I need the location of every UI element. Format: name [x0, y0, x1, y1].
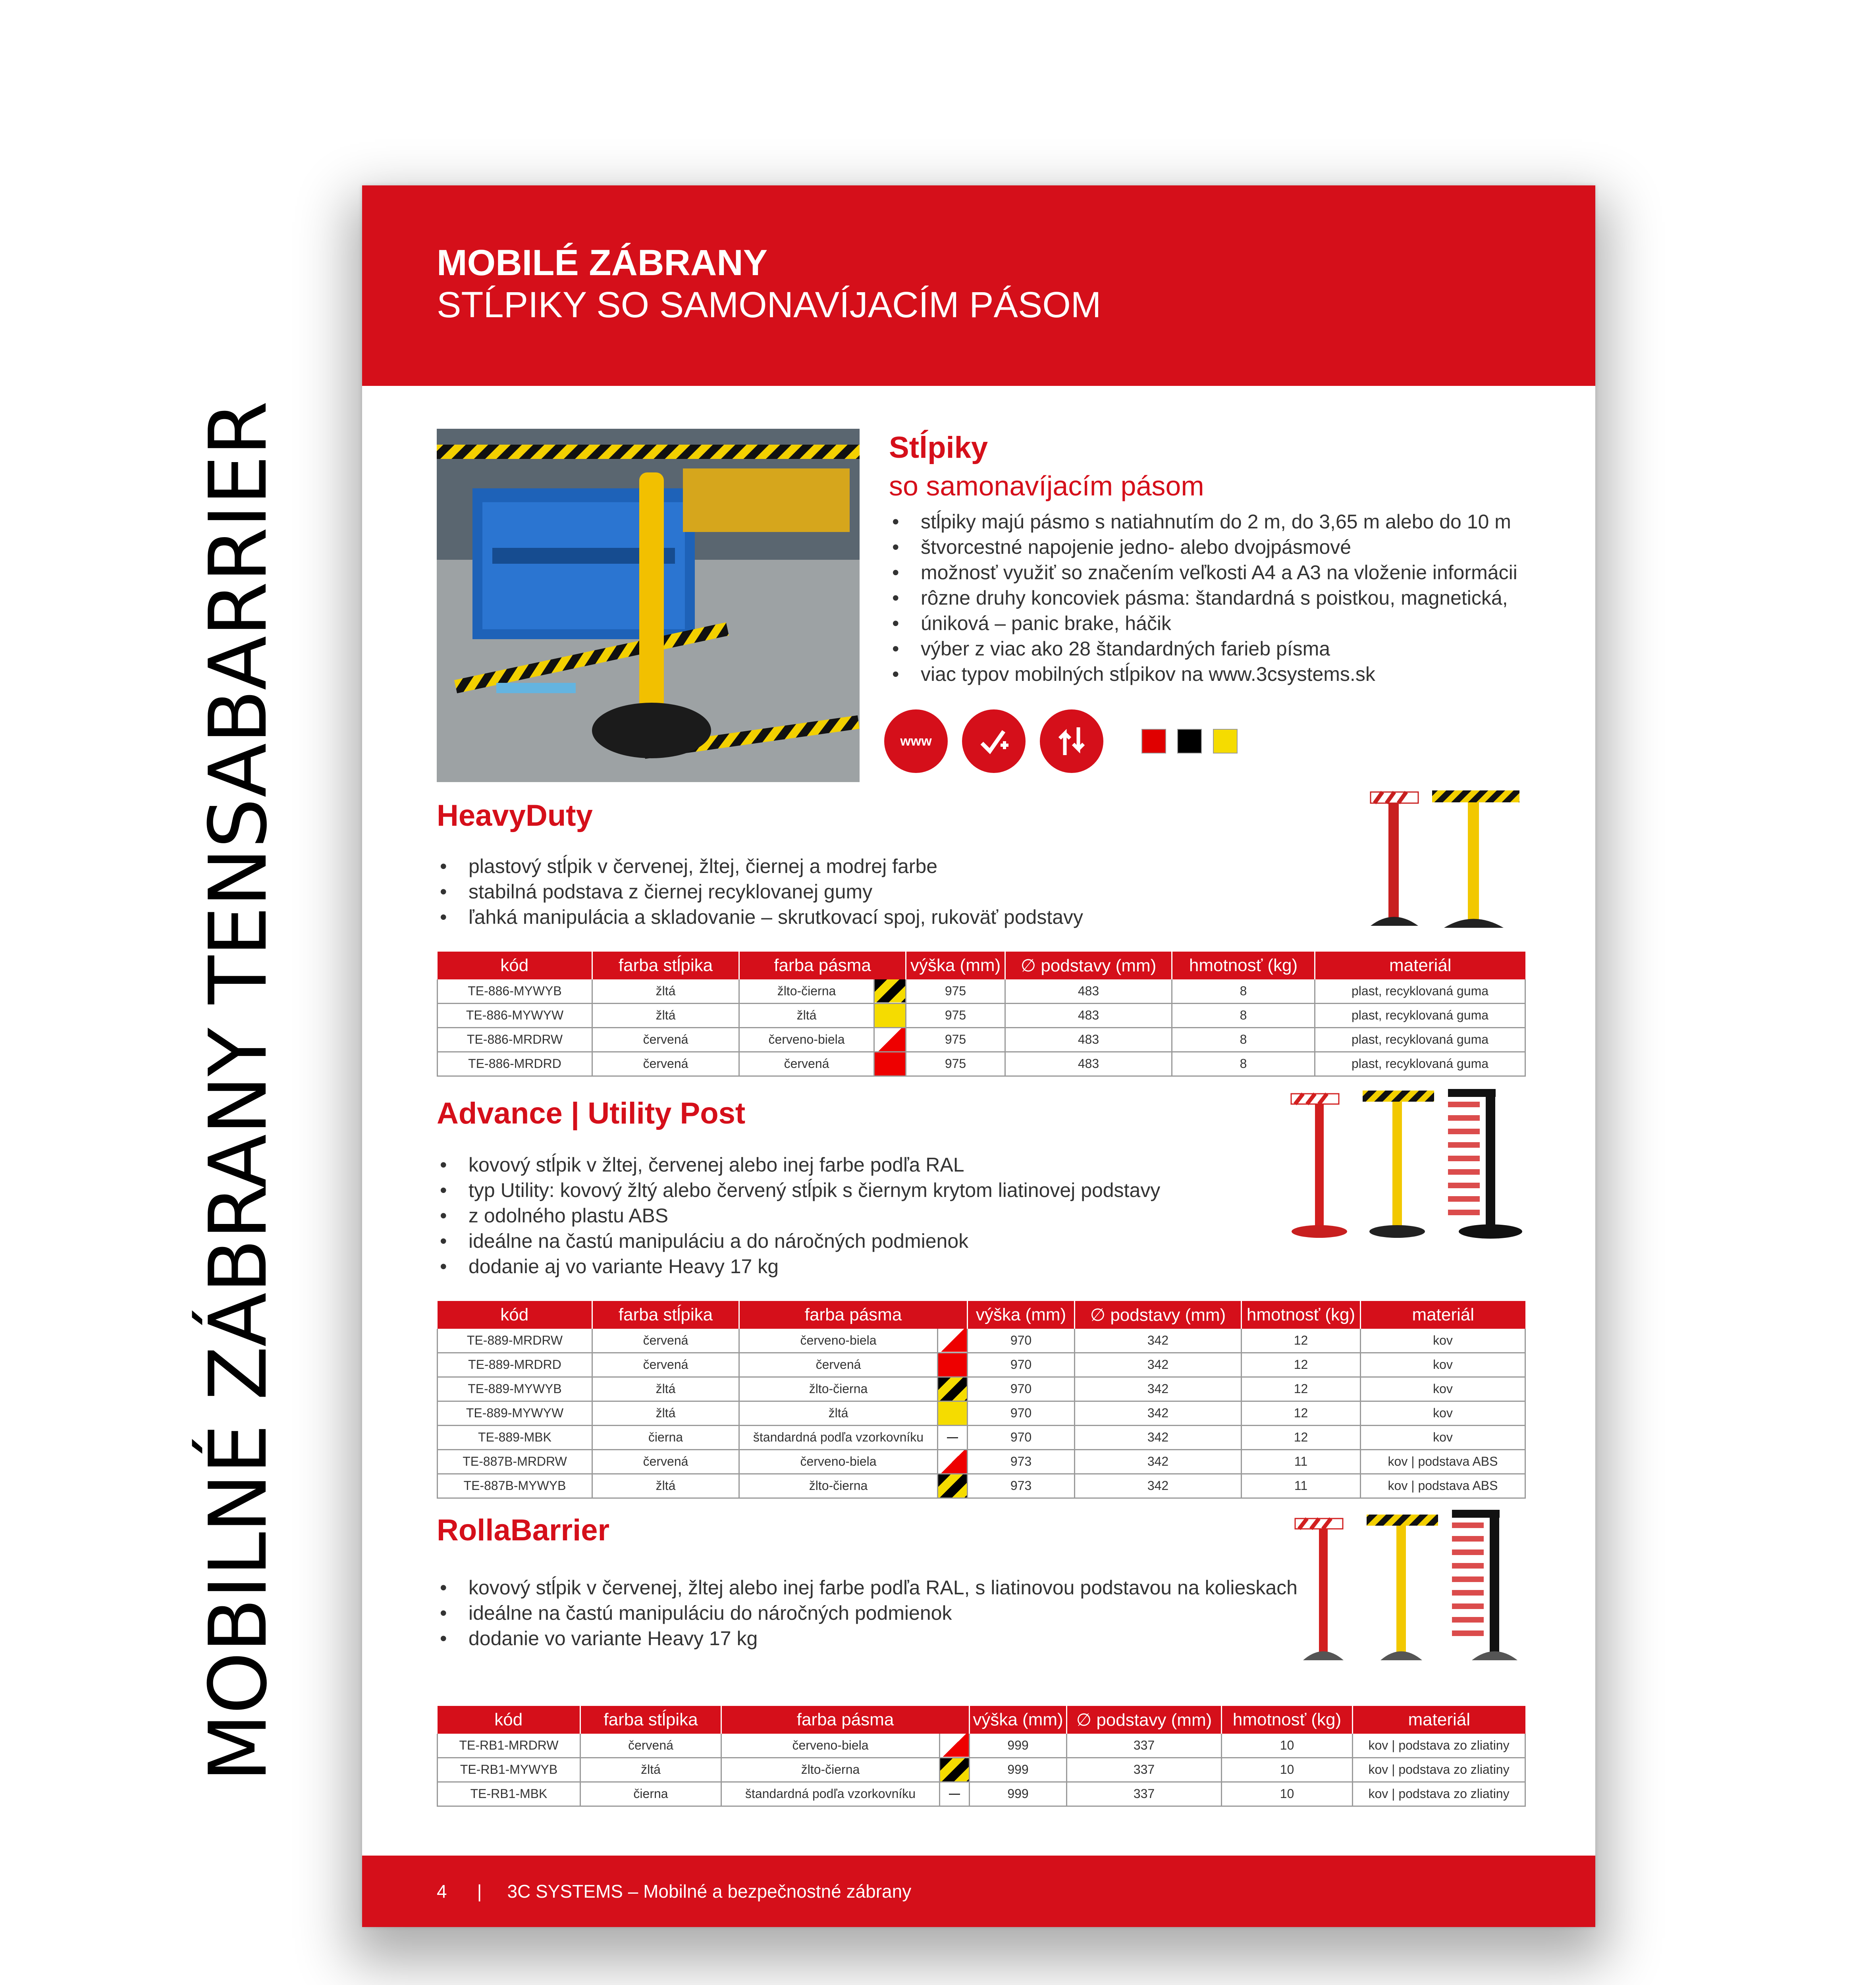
table-row	[438, 1474, 1525, 1498]
brochure-page	[362, 185, 1595, 1927]
table-header-row	[438, 1301, 1525, 1329]
table-cell: TE-887B-MYWYB	[438, 1474, 592, 1498]
rolla-bullets	[437, 1575, 1298, 1651]
page-number: 4	[437, 1881, 447, 1902]
column-header: ∅ podstavy (mm)	[1075, 1301, 1242, 1329]
list-item: • kovový stĺpik v žltej, červenej alebo inej farbe podľa RAL	[437, 1152, 1160, 1178]
table-cell: TE-889-MBK	[438, 1425, 592, 1449]
tape-color-chip	[874, 1003, 906, 1027]
advance-product-image	[1283, 1075, 1537, 1241]
heavyduty-bullets	[437, 854, 1083, 930]
list-item: • plastový stĺpik v červenej, žltej, čiernej a modrej farbe	[437, 854, 1083, 879]
list-item: • viac typov mobilných stĺpikov na www.3csystems.sk	[889, 661, 1572, 687]
table-cell: žltá	[592, 1377, 739, 1401]
table-cell: červená	[739, 1052, 874, 1076]
table-cell: žltá	[739, 1401, 938, 1425]
table-cell: kov	[1361, 1401, 1525, 1425]
color-swatch-black	[1177, 729, 1202, 754]
table-row	[438, 1052, 1525, 1076]
table-row	[438, 1003, 1525, 1027]
rolla-product-image	[1287, 1495, 1541, 1670]
column-header: farba stĺpika	[592, 952, 739, 979]
table-cell: 10	[1222, 1734, 1353, 1758]
table-cell: plast, recyklovaná guma	[1315, 979, 1525, 1003]
table-cell: 342	[1075, 1329, 1242, 1353]
table-cell: žltá	[592, 1003, 739, 1027]
table-cell: kov	[1361, 1329, 1525, 1353]
table-cell: žltá	[592, 1474, 739, 1498]
table-cell: TE-886-MRDRD	[438, 1052, 592, 1076]
table-cell: TE-889-MYWYW	[438, 1401, 592, 1425]
table-cell: 8	[1172, 1027, 1315, 1052]
column-header: kód	[438, 952, 592, 979]
checkmark-plus-icon	[962, 709, 1026, 773]
column-header: výška (mm)	[906, 952, 1005, 979]
table-header-row	[438, 1706, 1525, 1734]
table-cell: TE-RB1-MYWYB	[438, 1758, 580, 1782]
column-header: farba stĺpika	[592, 1301, 739, 1329]
table-row	[438, 1329, 1525, 1353]
table-cell: kov | podstava zo zliatiny	[1353, 1734, 1525, 1758]
table-cell: 999	[970, 1758, 1067, 1782]
list-item: • dodanie aj vo variante Heavy 17 kg	[437, 1254, 1160, 1279]
tape-color-chip	[874, 1027, 906, 1052]
table-cell: 12	[1242, 1377, 1361, 1401]
table-cell: žlto-čierna	[721, 1758, 940, 1782]
tape-color-chip	[940, 1782, 970, 1806]
table-cell: 483	[1005, 1027, 1172, 1052]
table-cell: 975	[906, 1027, 1005, 1052]
table-row	[438, 1449, 1525, 1474]
footer-separator: |	[477, 1881, 482, 1902]
column-header: hmotnosť (kg)	[1172, 952, 1315, 979]
table-cell: červeno-biela	[739, 1329, 938, 1353]
column-header: ∅ podstavy (mm)	[1067, 1706, 1222, 1734]
table-cell: červená	[592, 1052, 739, 1076]
list-item: • z odolného plastu ABS	[437, 1203, 1160, 1228]
table-cell: plast, recyklovaná guma	[1315, 1052, 1525, 1076]
header-title: MOBILÉ ZÁBRANY	[437, 243, 768, 283]
table-cell: červeno-biela	[721, 1734, 940, 1758]
list-item: • kovový stĺpik v červenej, žltej alebo inej farbe podľa RAL, s liatinovou podstavou na kolieskach	[437, 1575, 1298, 1600]
intro-section	[889, 429, 1572, 687]
table-cell: 342	[1075, 1425, 1242, 1449]
column-header: kód	[438, 1706, 580, 1734]
table-cell: TE-RB1-MBK	[438, 1782, 580, 1806]
list-item: • úniková – panic brake, háčik	[889, 611, 1572, 636]
table-cell: žlto-čierna	[739, 1474, 938, 1498]
table-cell: 8	[1172, 1003, 1315, 1027]
table-cell: 10	[1222, 1782, 1353, 1806]
heavyduty-title: HeavyDuty	[437, 799, 593, 833]
table-row	[438, 1401, 1525, 1425]
table-cell: žltá	[592, 979, 739, 1003]
table-cell: 12	[1242, 1401, 1361, 1425]
table-cell: TE-886-MYWYW	[438, 1003, 592, 1027]
side-title: MOBILNÉ ZÁBRANY TENSABARRIER	[192, 401, 285, 1782]
table-cell: červeno-biela	[739, 1027, 874, 1052]
swap-arrows-icon	[1040, 709, 1103, 773]
www-icon: www	[884, 709, 948, 773]
column-header: kód	[438, 1301, 592, 1329]
table-row	[438, 1425, 1525, 1449]
table-cell: 342	[1075, 1401, 1242, 1425]
column-header: výška (mm)	[970, 1706, 1067, 1734]
table-cell: 975	[906, 1003, 1005, 1027]
table-cell: 973	[968, 1449, 1075, 1474]
table-cell: štandardná podľa vzorkovníku	[721, 1782, 940, 1806]
table-row	[438, 1734, 1525, 1758]
table-cell: 342	[1075, 1449, 1242, 1474]
table-cell: 970	[968, 1329, 1075, 1353]
feature-icons	[884, 709, 1249, 773]
table-cell: 12	[1242, 1353, 1361, 1377]
table-cell: kov	[1361, 1377, 1525, 1401]
table-cell: TE-886-MRDRW	[438, 1027, 592, 1052]
list-item: • stabilná podstava z čiernej recyklovanej gumy	[437, 879, 1083, 904]
table-row	[438, 1782, 1525, 1806]
tape-color-chip	[874, 979, 906, 1003]
tape-color-chip	[874, 1052, 906, 1076]
table-cell: 10	[1222, 1758, 1353, 1782]
list-item: • ideálne na častú manipuláciu a do náročných podmienok	[437, 1228, 1160, 1254]
column-header: farba pásma	[739, 1301, 968, 1329]
header-subtitle: STĹPIKY SO SAMONAVÍJACÍM PÁSOM	[437, 285, 1101, 325]
tape-color-chip	[940, 1758, 970, 1782]
heavyduty-product-image	[1363, 773, 1529, 940]
column-header: farba stĺpika	[580, 1706, 721, 1734]
table-row	[438, 1377, 1525, 1401]
table-cell: TE-889-MRDRD	[438, 1353, 592, 1377]
table-cell: kov | podstava ABS	[1361, 1474, 1525, 1498]
table-cell: 999	[970, 1782, 1067, 1806]
table-cell: červená	[580, 1734, 721, 1758]
table-cell: kov | podstava zo zliatiny	[1353, 1758, 1525, 1782]
list-item: • štvorcestné napojenie jedno- alebo dvojpásmové	[889, 534, 1572, 560]
list-item: • typ Utility: kovový žltý alebo červený stĺpik s čiernym krytom liatinovej podstavy	[437, 1178, 1160, 1203]
table-cell: plast, recyklovaná guma	[1315, 1027, 1525, 1052]
table-cell: 342	[1075, 1377, 1242, 1401]
table-cell: kov | podstava ABS	[1361, 1449, 1525, 1474]
table-cell: TE-886-MYWYB	[438, 979, 592, 1003]
table-row	[438, 1758, 1525, 1782]
tape-color-chip	[938, 1474, 968, 1498]
column-header: hmotnosť (kg)	[1222, 1706, 1353, 1734]
rolla-spec-table	[437, 1706, 1526, 1807]
table-cell: 970	[968, 1401, 1075, 1425]
table-cell: červeno-biela	[739, 1449, 938, 1474]
warehouse-photo	[437, 429, 860, 782]
table-cell: TE-889-MRDRW	[438, 1329, 592, 1353]
table-cell: 970	[968, 1353, 1075, 1377]
column-header: výška (mm)	[968, 1301, 1075, 1329]
table-cell: 342	[1075, 1353, 1242, 1377]
table-cell: kov	[1361, 1425, 1525, 1449]
table-cell: TE-887B-MRDRW	[438, 1449, 592, 1474]
table-cell: červená	[592, 1449, 739, 1474]
color-swatch-yellow	[1213, 729, 1238, 754]
page-footer	[362, 1856, 1595, 1927]
footer-text: 3C SYSTEMS – Mobilné a bezpečnostné zábrany	[507, 1881, 912, 1902]
table-cell: 975	[906, 979, 1005, 1003]
table-cell: 12	[1242, 1425, 1361, 1449]
table-cell: čierna	[592, 1425, 739, 1449]
table-cell: 11	[1242, 1449, 1361, 1474]
table-cell: žltá	[592, 1401, 739, 1425]
advance-spec-table	[437, 1301, 1526, 1499]
table-cell: žlto-čierna	[739, 979, 874, 1003]
table-cell: 337	[1067, 1734, 1222, 1758]
list-item: • ľahká manipulácia a skladovanie – skrutkovací spoj, rukoväť podstavy	[437, 904, 1083, 930]
table-cell: 970	[968, 1377, 1075, 1401]
table-cell: 970	[968, 1425, 1075, 1449]
table-cell: 12	[1242, 1329, 1361, 1353]
list-item: • stĺpiky majú pásmo s natiahnutím do 2 m, do 3,65 m alebo do 10 m	[889, 509, 1572, 534]
table-cell: čierna	[580, 1782, 721, 1806]
column-header: materiál	[1315, 952, 1525, 979]
table-cell: 8	[1172, 1052, 1315, 1076]
color-swatch-red	[1141, 729, 1166, 754]
table-cell: TE-RB1-MRDRW	[438, 1734, 580, 1758]
tape-color-chip	[938, 1353, 968, 1377]
column-header: ∅ podstavy (mm)	[1005, 952, 1172, 979]
intro-subtitle: so samonavíjacím pásom	[889, 470, 1204, 501]
table-cell: 342	[1075, 1474, 1242, 1498]
table-cell: žltá	[580, 1758, 721, 1782]
advance-title: Advance | Utility Post	[437, 1097, 746, 1130]
table-cell: 483	[1005, 1052, 1172, 1076]
list-item: • rôzne druhy koncoviek pásma: štandardná s poistkou, magnetická,	[889, 585, 1572, 611]
tape-color-chip	[938, 1425, 968, 1449]
tape-color-chip	[938, 1449, 968, 1474]
column-header: materiál	[1361, 1301, 1525, 1329]
table-cell: 483	[1005, 1003, 1172, 1027]
list-item: • výber z viac ako 28 štandardných farieb písma	[889, 636, 1572, 661]
table-cell: žltá	[739, 1003, 874, 1027]
heavyduty-spec-table	[437, 952, 1526, 1077]
table-cell: 11	[1242, 1474, 1361, 1498]
table-cell: 337	[1067, 1782, 1222, 1806]
table-cell: TE-889-MYWYB	[438, 1377, 592, 1401]
tape-color-chip	[938, 1377, 968, 1401]
tape-color-chip	[940, 1734, 970, 1758]
table-cell: červená	[739, 1353, 938, 1377]
tape-color-chip	[938, 1401, 968, 1425]
table-header-row	[438, 952, 1525, 979]
table-row	[438, 979, 1525, 1003]
table-cell: kov	[1361, 1353, 1525, 1377]
table-cell: červená	[592, 1329, 739, 1353]
tape-color-chip	[938, 1329, 968, 1353]
column-header: hmotnosť (kg)	[1242, 1301, 1361, 1329]
table-row	[438, 1027, 1525, 1052]
table-cell: červená	[592, 1353, 739, 1377]
column-header: farba pásma	[739, 952, 906, 979]
advance-bullets	[437, 1152, 1160, 1279]
table-cell: žlto-čierna	[739, 1377, 938, 1401]
table-cell: 975	[906, 1052, 1005, 1076]
table-cell: kov | podstava zo zliatiny	[1353, 1782, 1525, 1806]
list-item: • ideálne na častú manipuláciu do náročných podmienok	[437, 1600, 1298, 1626]
table-cell: 999	[970, 1734, 1067, 1758]
list-item: • možnosť využiť so značením veľkosti A4 a A3 na vloženie informácii	[889, 560, 1572, 585]
rolla-title: RollaBarrier	[437, 1513, 610, 1547]
list-item: • dodanie vo variante Heavy 17 kg	[437, 1626, 1298, 1651]
table-cell: plast, recyklovaná guma	[1315, 1003, 1525, 1027]
column-header: materiál	[1353, 1706, 1525, 1734]
table-row	[438, 1353, 1525, 1377]
table-cell: 483	[1005, 979, 1172, 1003]
table-cell: 337	[1067, 1758, 1222, 1782]
column-header: farba pásma	[721, 1706, 970, 1734]
table-cell: 8	[1172, 979, 1315, 1003]
table-cell: štandardná podľa vzorkovníku	[739, 1425, 938, 1449]
table-cell: červená	[592, 1027, 739, 1052]
intro-title: Stĺpiky	[889, 431, 988, 464]
page-header	[362, 185, 1595, 386]
intro-bullets	[889, 509, 1572, 687]
table-cell: 973	[968, 1474, 1075, 1498]
